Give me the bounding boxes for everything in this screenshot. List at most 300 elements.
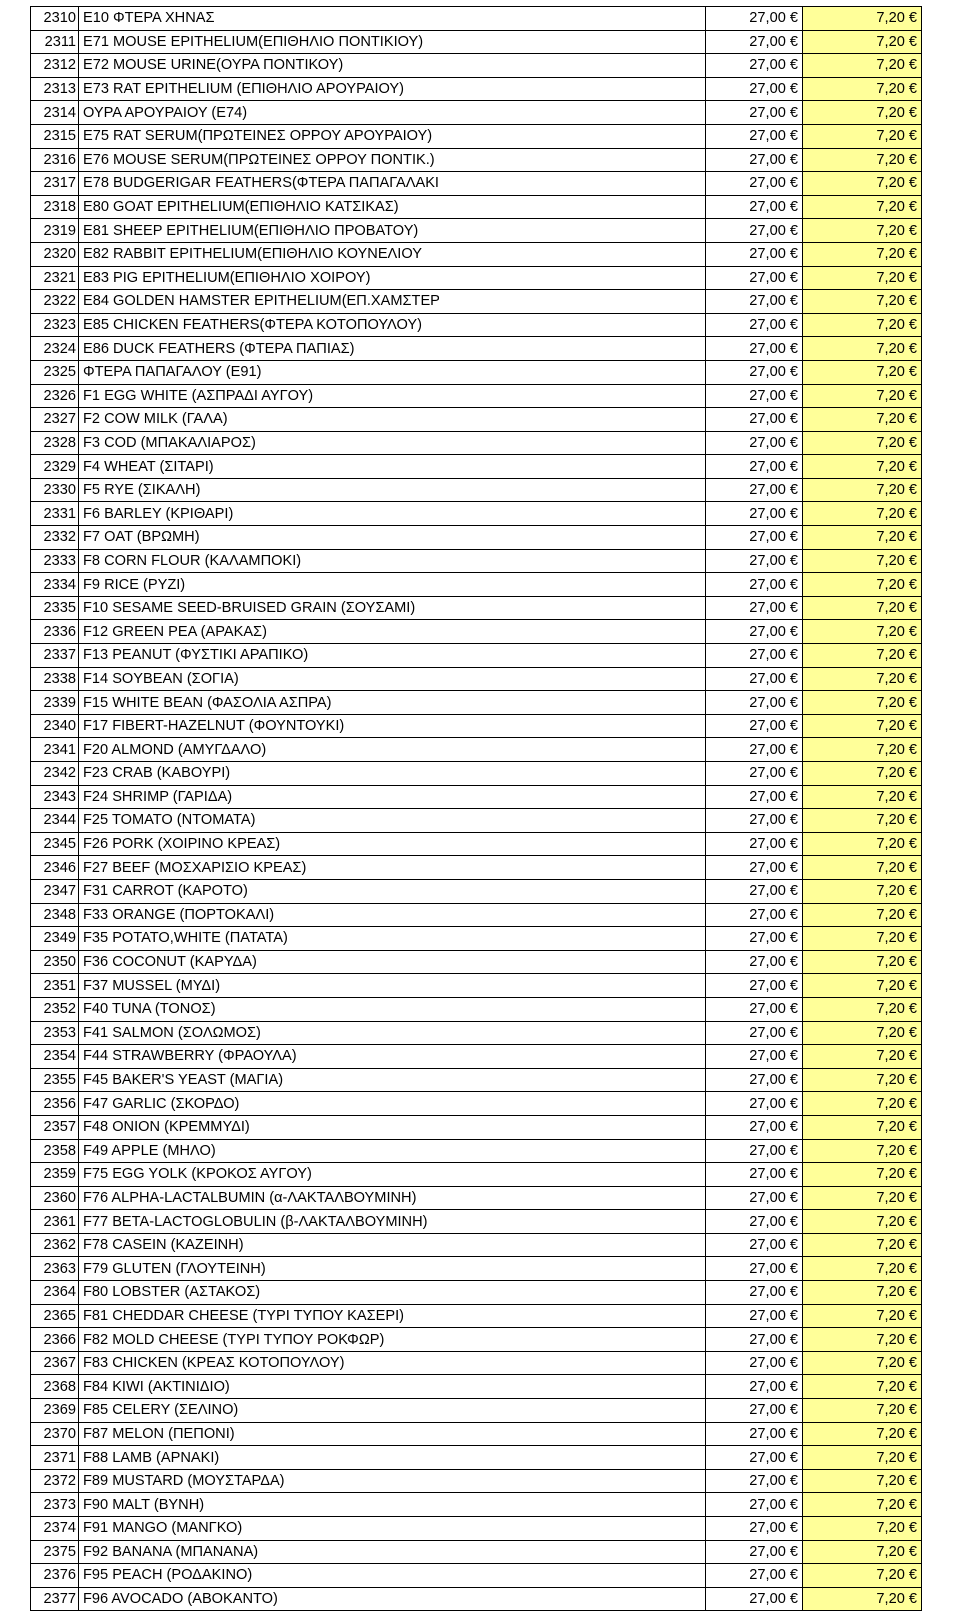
- price-cell: 27,00 €: [706, 620, 803, 644]
- row-number-cell: 2363: [31, 1257, 79, 1281]
- discount-price-cell: 7,20 €: [803, 997, 922, 1021]
- discount-price-cell: 7,20 €: [803, 101, 922, 125]
- discount-price-cell: 7,20 €: [803, 1092, 922, 1116]
- price-cell: 27,00 €: [706, 384, 803, 408]
- row-number-cell: 2346: [31, 856, 79, 880]
- table-row: [31, 1257, 922, 1281]
- price-cell: 27,00 €: [706, 1469, 803, 1493]
- description-cell: F77 BETA-LACTOGLOBULIN (β-ΛΑΚΤΑΛΒΟΥΜΙΝΗ): [79, 1210, 706, 1234]
- table-row: [31, 360, 922, 384]
- description-cell: F1 EGG WHITE (ΑΣΠΡΑΔΙ ΑΥΓΟΥ): [79, 384, 706, 408]
- table-row: [31, 1517, 922, 1541]
- row-number-cell: 2351: [31, 974, 79, 998]
- description-cell: F95 PEACH (ΡΟΔΑΚΙΝΟ): [79, 1564, 706, 1588]
- row-number-cell: 2357: [31, 1115, 79, 1139]
- price-cell: 27,00 €: [706, 997, 803, 1021]
- table-row: [31, 549, 922, 573]
- description-cell: F8 CORN FLOUR (ΚΑΛΑΜΠΟΚΙ): [79, 549, 706, 573]
- description-cell: F40 TUNA (ΤΟΝΟΣ): [79, 997, 706, 1021]
- table-row: [31, 1587, 922, 1611]
- table-row: [31, 384, 922, 408]
- row-number-cell: 2322: [31, 290, 79, 314]
- discount-price-cell: 7,20 €: [803, 1587, 922, 1611]
- price-cell: 27,00 €: [706, 219, 803, 243]
- table-row: [31, 738, 922, 762]
- table-row: [31, 101, 922, 125]
- description-cell: F12 GREEN PEA (ΑΡΑΚΑΣ): [79, 620, 706, 644]
- price-cell: 27,00 €: [706, 1021, 803, 1045]
- discount-price-cell: 7,20 €: [803, 974, 922, 998]
- discount-price-cell: 7,20 €: [803, 950, 922, 974]
- price-cell: 27,00 €: [706, 30, 803, 54]
- discount-price-cell: 7,20 €: [803, 124, 922, 148]
- price-cell: 27,00 €: [706, 195, 803, 219]
- description-cell: F10 SESAME SEED-BRUISED GRAIN (ΣΟΥΣΑΜΙ): [79, 596, 706, 620]
- price-cell: 27,00 €: [706, 478, 803, 502]
- price-cell: 27,00 €: [706, 785, 803, 809]
- discount-price-cell: 7,20 €: [803, 1257, 922, 1281]
- discount-price-cell: 7,20 €: [803, 148, 922, 172]
- table-row: [31, 290, 922, 314]
- table-row: [31, 7, 922, 31]
- table-row: [31, 1092, 922, 1116]
- price-cell: 27,00 €: [706, 644, 803, 668]
- table-row: [31, 785, 922, 809]
- price-cell: 27,00 €: [706, 1092, 803, 1116]
- table-row: [31, 195, 922, 219]
- table-row: [31, 950, 922, 974]
- discount-price-cell: 7,20 €: [803, 809, 922, 833]
- discount-price-cell: 7,20 €: [803, 290, 922, 314]
- price-cell: 27,00 €: [706, 101, 803, 125]
- row-number-cell: 2319: [31, 219, 79, 243]
- price-cell: 27,00 €: [706, 1399, 803, 1423]
- description-cell: F26 PORK (ΧΟΙΡΙΝΟ ΚΡΕΑΣ): [79, 832, 706, 856]
- table-row: [31, 1540, 922, 1564]
- description-cell: F75 EGG YOLK (ΚΡΟΚΟΣ ΑΥΓΟΥ): [79, 1163, 706, 1187]
- row-number-cell: 2311: [31, 30, 79, 54]
- price-cell: 27,00 €: [706, 667, 803, 691]
- row-number-cell: 2348: [31, 903, 79, 927]
- description-cell: F5 RYE (ΣΙΚΑΛΗ): [79, 478, 706, 502]
- discount-price-cell: 7,20 €: [803, 1469, 922, 1493]
- price-cell: 27,00 €: [706, 1587, 803, 1611]
- description-cell: F84 KIWI (ΑΚΤΙΝΙΔΙΟ): [79, 1375, 706, 1399]
- description-cell: F6 BARLEY (ΚΡΙΘΑΡΙ): [79, 502, 706, 526]
- price-cell: 27,00 €: [706, 54, 803, 78]
- description-cell: F7 OAT (ΒΡΩΜΗ): [79, 526, 706, 550]
- table-row: [31, 1446, 922, 1470]
- description-cell: E84 GOLDEN HAMSTER EPITHELIUM(ΕΠ.ΧΑΜΣΤΕΡ: [79, 290, 706, 314]
- description-cell: F3 COD (ΜΠΑΚΑΛΙΑΡΟΣ): [79, 431, 706, 455]
- row-number-cell: 2358: [31, 1139, 79, 1163]
- discount-price-cell: 7,20 €: [803, 502, 922, 526]
- discount-price-cell: 7,20 €: [803, 360, 922, 384]
- price-cell: 27,00 €: [706, 1493, 803, 1517]
- row-number-cell: 2314: [31, 101, 79, 125]
- description-cell: F36 COCONUT (ΚΑΡΥΔΑ): [79, 950, 706, 974]
- price-cell: 27,00 €: [706, 1257, 803, 1281]
- description-cell: E86 DUCK FEATHERS (ΦΤΕΡΑ ΠΑΠΙΑΣ): [79, 337, 706, 361]
- discount-price-cell: 7,20 €: [803, 1422, 922, 1446]
- price-cell: 27,00 €: [706, 832, 803, 856]
- price-cell: 27,00 €: [706, 431, 803, 455]
- row-number-cell: 2336: [31, 620, 79, 644]
- row-number-cell: 2323: [31, 313, 79, 337]
- description-cell: F9 RICE (ΡΥΖΙ): [79, 573, 706, 597]
- price-cell: 27,00 €: [706, 927, 803, 951]
- discount-price-cell: 7,20 €: [803, 1564, 922, 1588]
- price-cell: 27,00 €: [706, 974, 803, 998]
- row-number-cell: 2338: [31, 667, 79, 691]
- discount-price-cell: 7,20 €: [803, 431, 922, 455]
- row-number-cell: 2377: [31, 1587, 79, 1611]
- row-number-cell: 2362: [31, 1233, 79, 1257]
- table-row: [31, 1163, 922, 1187]
- row-number-cell: 2352: [31, 997, 79, 1021]
- row-number-cell: 2334: [31, 573, 79, 597]
- price-cell: 27,00 €: [706, 1233, 803, 1257]
- row-number-cell: 2347: [31, 879, 79, 903]
- description-cell: E73 RAT EPITHELIUM (ΕΠΙΘΗΛΙΟ ΑΡΟΥΡΑΙΟΥ): [79, 77, 706, 101]
- description-cell: E81 SHEEP EPITHELIUM(ΕΠΙΘΗΛΙΟ ΠΡΟΒΑΤΟΥ): [79, 219, 706, 243]
- description-cell: F44 STRAWBERRY (ΦΡΑΟΥΛΑ): [79, 1045, 706, 1069]
- row-number-cell: 2324: [31, 337, 79, 361]
- discount-price-cell: 7,20 €: [803, 738, 922, 762]
- discount-price-cell: 7,20 €: [803, 526, 922, 550]
- discount-price-cell: 7,20 €: [803, 1328, 922, 1352]
- discount-price-cell: 7,20 €: [803, 549, 922, 573]
- row-number-cell: 2313: [31, 77, 79, 101]
- price-cell: 27,00 €: [706, 1517, 803, 1541]
- row-number-cell: 2376: [31, 1564, 79, 1588]
- price-cell: 27,00 €: [706, 1564, 803, 1588]
- row-number-cell: 2369: [31, 1399, 79, 1423]
- discount-price-cell: 7,20 €: [803, 1210, 922, 1234]
- discount-price-cell: 7,20 €: [803, 691, 922, 715]
- price-cell: 27,00 €: [706, 455, 803, 479]
- table-row: [31, 596, 922, 620]
- discount-price-cell: 7,20 €: [803, 54, 922, 78]
- description-cell: F92 BANANA (ΜΠΑΝΑΝΑ): [79, 1540, 706, 1564]
- discount-price-cell: 7,20 €: [803, 195, 922, 219]
- row-number-cell: 2312: [31, 54, 79, 78]
- description-cell: F35 POTATO,WHITE (ΠΑΤΑΤΑ): [79, 927, 706, 951]
- discount-price-cell: 7,20 €: [803, 455, 922, 479]
- table-row: [31, 1281, 922, 1305]
- table-row: [31, 974, 922, 998]
- table-row: [31, 1304, 922, 1328]
- table-row: [31, 1493, 922, 1517]
- description-cell: E80 GOAT EPITHELIUM(ΕΠΙΘΗΛΙΟ ΚΑΤΣΙΚΑΣ): [79, 195, 706, 219]
- description-cell: F90 MALT (ΒΥΝΗ): [79, 1493, 706, 1517]
- price-cell: 27,00 €: [706, 1163, 803, 1187]
- price-cell: 27,00 €: [706, 408, 803, 432]
- price-cell: 27,00 €: [706, 148, 803, 172]
- discount-price-cell: 7,20 €: [803, 172, 922, 196]
- discount-price-cell: 7,20 €: [803, 1517, 922, 1541]
- row-number-cell: 2316: [31, 148, 79, 172]
- row-number-cell: 2350: [31, 950, 79, 974]
- discount-price-cell: 7,20 €: [803, 7, 922, 31]
- discount-price-cell: 7,20 €: [803, 620, 922, 644]
- table-row: [31, 502, 922, 526]
- row-number-cell: 2372: [31, 1469, 79, 1493]
- price-cell: 27,00 €: [706, 903, 803, 927]
- discount-price-cell: 7,20 €: [803, 1304, 922, 1328]
- row-number-cell: 2343: [31, 785, 79, 809]
- table-row: [31, 242, 922, 266]
- row-number-cell: 2356: [31, 1092, 79, 1116]
- table-row: [31, 1115, 922, 1139]
- table-row: [31, 124, 922, 148]
- row-number-cell: 2331: [31, 502, 79, 526]
- row-number-cell: 2310: [31, 7, 79, 31]
- table-row: [31, 54, 922, 78]
- price-cell: 27,00 €: [706, 337, 803, 361]
- table-row: [31, 313, 922, 337]
- discount-price-cell: 7,20 €: [803, 1139, 922, 1163]
- table-row: [31, 1351, 922, 1375]
- row-number-cell: 2329: [31, 455, 79, 479]
- table-row: [31, 455, 922, 479]
- price-cell: 27,00 €: [706, 856, 803, 880]
- price-cell: 27,00 €: [706, 950, 803, 974]
- description-cell: F80 LOBSTER (ΑΣΤΑΚΟΣ): [79, 1281, 706, 1305]
- discount-price-cell: 7,20 €: [803, 1233, 922, 1257]
- table-row: [31, 148, 922, 172]
- row-number-cell: 2326: [31, 384, 79, 408]
- row-number-cell: 2335: [31, 596, 79, 620]
- discount-price-cell: 7,20 €: [803, 30, 922, 54]
- discount-price-cell: 7,20 €: [803, 879, 922, 903]
- description-cell: F49 APPLE (ΜΗΛΟ): [79, 1139, 706, 1163]
- price-cell: 27,00 €: [706, 1210, 803, 1234]
- discount-price-cell: 7,20 €: [803, 313, 922, 337]
- price-cell: 27,00 €: [706, 1422, 803, 1446]
- description-cell: F25 TOMATO (ΝΤΟΜΑΤΑ): [79, 809, 706, 833]
- price-cell: 27,00 €: [706, 1375, 803, 1399]
- row-number-cell: 2327: [31, 408, 79, 432]
- row-number-cell: 2328: [31, 431, 79, 455]
- description-cell: F47 GARLIC (ΣΚΟΡΔΟ): [79, 1092, 706, 1116]
- discount-price-cell: 7,20 €: [803, 667, 922, 691]
- row-number-cell: 2325: [31, 360, 79, 384]
- discount-price-cell: 7,20 €: [803, 856, 922, 880]
- discount-price-cell: 7,20 €: [803, 337, 922, 361]
- price-cell: 27,00 €: [706, 1446, 803, 1470]
- table-row: [31, 762, 922, 786]
- description-cell: F85 CELERY (ΣΕΛΙΝΟ): [79, 1399, 706, 1423]
- table-row: [31, 1375, 922, 1399]
- table-row: [31, 879, 922, 903]
- discount-price-cell: 7,20 €: [803, 266, 922, 290]
- description-cell: F4 WHEAT (ΣΙΤΑΡΙ): [79, 455, 706, 479]
- price-cell: 27,00 €: [706, 77, 803, 101]
- price-cell: 27,00 €: [706, 266, 803, 290]
- row-number-cell: 2359: [31, 1163, 79, 1187]
- price-cell: 27,00 €: [706, 360, 803, 384]
- table-row: [31, 526, 922, 550]
- description-cell: F2 COW MILK (ΓΑΛΑ): [79, 408, 706, 432]
- discount-price-cell: 7,20 €: [803, 219, 922, 243]
- description-cell: F41 SALMON (ΣΟΛΩΜΟΣ): [79, 1021, 706, 1045]
- table-row: [31, 1422, 922, 1446]
- price-cell: 27,00 €: [706, 1328, 803, 1352]
- table-row: [31, 337, 922, 361]
- row-number-cell: 2341: [31, 738, 79, 762]
- description-cell: F81 CHEDDAR CHEESE (ΤΥΡΙ ΤΥΠΟΥ ΚΑΣΕΡΙ): [79, 1304, 706, 1328]
- row-number-cell: 2339: [31, 691, 79, 715]
- price-cell: 27,00 €: [706, 1045, 803, 1069]
- table-row: [31, 1045, 922, 1069]
- description-cell: F27 BEEF (ΜΟΣΧΑΡΙΣΙΟ ΚΡΕΑΣ): [79, 856, 706, 880]
- price-cell: 27,00 €: [706, 809, 803, 833]
- discount-price-cell: 7,20 €: [803, 762, 922, 786]
- row-number-cell: 2371: [31, 1446, 79, 1470]
- description-cell: F48 ONION (ΚΡΕΜΜΥΔΙ): [79, 1115, 706, 1139]
- table-row: [31, 1469, 922, 1493]
- price-table: [30, 6, 922, 1611]
- table-row: [31, 1068, 922, 1092]
- table-row: [31, 172, 922, 196]
- price-cell: 27,00 €: [706, 242, 803, 266]
- description-cell: F89 MUSTARD (ΜΟΥΣΤΑΡΔΑ): [79, 1469, 706, 1493]
- discount-price-cell: 7,20 €: [803, 1186, 922, 1210]
- table-row: [31, 1233, 922, 1257]
- row-number-cell: 2315: [31, 124, 79, 148]
- discount-price-cell: 7,20 €: [803, 242, 922, 266]
- price-cell: 27,00 €: [706, 573, 803, 597]
- table-row: [31, 478, 922, 502]
- row-number-cell: 2342: [31, 762, 79, 786]
- table-row: [31, 1139, 922, 1163]
- description-cell: E72 MOUSE URINE(ΟΥΡΑ ΠΟΝΤΙΚΟΥ): [79, 54, 706, 78]
- row-number-cell: 2364: [31, 1281, 79, 1305]
- description-cell: F15 WHITE BEAN (ΦΑΣΟΛΙΑ ΑΣΠΡΑ): [79, 691, 706, 715]
- price-cell: 27,00 €: [706, 124, 803, 148]
- row-number-cell: 2318: [31, 195, 79, 219]
- description-cell: F24 SHRIMP (ΓΑΡΙΔΑ): [79, 785, 706, 809]
- row-number-cell: 2349: [31, 927, 79, 951]
- description-cell: F31 CARROT (ΚΑΡΟΤΟ): [79, 879, 706, 903]
- table-row: [31, 997, 922, 1021]
- description-cell: F82 MOLD CHEESE (ΤΥΡΙ ΤΥΠΟΥ ΡΟΚΦΩΡ): [79, 1328, 706, 1352]
- description-cell: F78 CASEIN (ΚΑΖΕΙΝΗ): [79, 1233, 706, 1257]
- discount-price-cell: 7,20 €: [803, 1115, 922, 1139]
- price-cell: 27,00 €: [706, 1281, 803, 1305]
- discount-price-cell: 7,20 €: [803, 1045, 922, 1069]
- discount-price-cell: 7,20 €: [803, 77, 922, 101]
- table-row: [31, 1186, 922, 1210]
- discount-price-cell: 7,20 €: [803, 1163, 922, 1187]
- table-row: [31, 809, 922, 833]
- discount-price-cell: 7,20 €: [803, 832, 922, 856]
- description-cell: E71 MOUSE EPITHELIUM(ΕΠΙΘΗΛΙΟ ΠΟΝΤΙΚΙΟΥ): [79, 30, 706, 54]
- discount-price-cell: 7,20 €: [803, 1281, 922, 1305]
- price-cell: 27,00 €: [706, 1068, 803, 1092]
- row-number-cell: 2361: [31, 1210, 79, 1234]
- description-cell: F17 FIBERT-HAZELNUT (ΦΟΥΝΤΟΥΚΙ): [79, 714, 706, 738]
- price-cell: 27,00 €: [706, 1139, 803, 1163]
- table-row: [31, 30, 922, 54]
- discount-price-cell: 7,20 €: [803, 1021, 922, 1045]
- discount-price-cell: 7,20 €: [803, 644, 922, 668]
- table-row: [31, 714, 922, 738]
- price-cell: 27,00 €: [706, 7, 803, 31]
- discount-price-cell: 7,20 €: [803, 1540, 922, 1564]
- discount-price-cell: 7,20 €: [803, 408, 922, 432]
- discount-price-cell: 7,20 €: [803, 927, 922, 951]
- description-cell: F79 GLUTEN (ΓΛΟΥΤΕΙΝΗ): [79, 1257, 706, 1281]
- description-cell: E10 ΦΤΕΡΑ ΧΗΝΑΣ: [79, 7, 706, 31]
- row-number-cell: 2365: [31, 1304, 79, 1328]
- row-number-cell: 2353: [31, 1021, 79, 1045]
- table-row: [31, 1210, 922, 1234]
- table-row: [31, 667, 922, 691]
- description-cell: E78 BUDGERIGAR FEATHERS(ΦΤΕΡΑ ΠΑΠΑΓΑΛΑΚΙ: [79, 172, 706, 196]
- discount-price-cell: 7,20 €: [803, 1351, 922, 1375]
- price-cell: 27,00 €: [706, 879, 803, 903]
- discount-price-cell: 7,20 €: [803, 596, 922, 620]
- description-cell: F88 LAMB (ΑΡΝΑΚΙ): [79, 1446, 706, 1470]
- table-row: [31, 927, 922, 951]
- row-number-cell: 2344: [31, 809, 79, 833]
- discount-price-cell: 7,20 €: [803, 785, 922, 809]
- discount-price-cell: 7,20 €: [803, 573, 922, 597]
- description-cell: F33 ORANGE (ΠΟΡΤΟΚΑΛΙ): [79, 903, 706, 927]
- table-row: [31, 408, 922, 432]
- row-number-cell: 2320: [31, 242, 79, 266]
- price-cell: 27,00 €: [706, 526, 803, 550]
- price-cell: 27,00 €: [706, 738, 803, 762]
- discount-price-cell: 7,20 €: [803, 1068, 922, 1092]
- row-number-cell: 2375: [31, 1540, 79, 1564]
- price-cell: 27,00 €: [706, 290, 803, 314]
- table-row: [31, 573, 922, 597]
- price-cell: 27,00 €: [706, 1115, 803, 1139]
- table-row: [31, 219, 922, 243]
- description-cell: F14 SOYBEAN (ΣΟΓΙΑ): [79, 667, 706, 691]
- price-cell: 27,00 €: [706, 762, 803, 786]
- price-cell: 27,00 €: [706, 172, 803, 196]
- row-number-cell: 2337: [31, 644, 79, 668]
- discount-price-cell: 7,20 €: [803, 1493, 922, 1517]
- description-cell: ΦΤΕΡΑ ΠΑΠΑΓΑΛΟΥ (E91): [79, 360, 706, 384]
- price-table-body: [31, 7, 922, 1611]
- row-number-cell: 2354: [31, 1045, 79, 1069]
- description-cell: F91 MANGO (ΜΑΝΓΚΟ): [79, 1517, 706, 1541]
- description-cell: F83 CHICKEN (ΚΡΕΑΣ ΚΟΤΟΠΟΥΛΟΥ): [79, 1351, 706, 1375]
- price-cell: 27,00 €: [706, 502, 803, 526]
- description-cell: F96 AVOCADO (ΑΒΟΚΑΝΤΟ): [79, 1587, 706, 1611]
- description-cell: E76 MOUSE SERUM(ΠΡΩΤΕΙΝΕΣ ΟΡΡΟΥ ΠΟΝΤΙΚ.): [79, 148, 706, 172]
- row-number-cell: 2333: [31, 549, 79, 573]
- price-cell: 27,00 €: [706, 596, 803, 620]
- discount-price-cell: 7,20 €: [803, 903, 922, 927]
- price-cell: 27,00 €: [706, 1351, 803, 1375]
- price-cell: 27,00 €: [706, 1304, 803, 1328]
- description-cell: E85 CHICKEN FEATHERS(ΦΤΕΡΑ ΚΟΤΟΠΟΥΛΟΥ): [79, 313, 706, 337]
- discount-price-cell: 7,20 €: [803, 478, 922, 502]
- table-row: [31, 620, 922, 644]
- row-number-cell: 2366: [31, 1328, 79, 1352]
- row-number-cell: 2373: [31, 1493, 79, 1517]
- row-number-cell: 2317: [31, 172, 79, 196]
- discount-price-cell: 7,20 €: [803, 1375, 922, 1399]
- table-row: [31, 77, 922, 101]
- table-row: [31, 856, 922, 880]
